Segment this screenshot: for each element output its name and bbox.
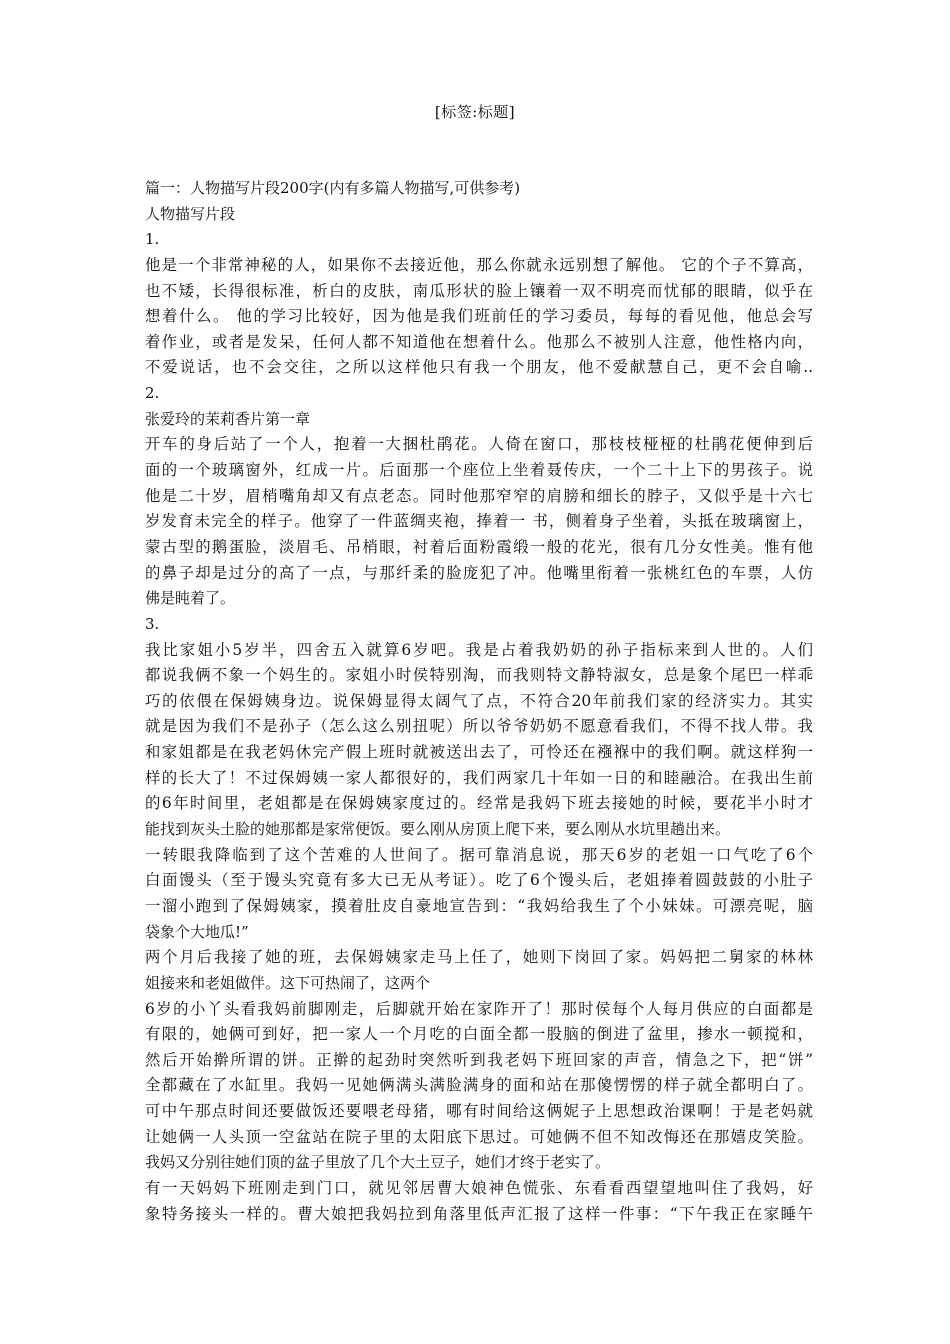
text-line: 开车的身后站了一个人，抱着一大捆杜鹃花。人倚在窗口，那枝枝桠桠的杜鹃花便伸到后 xyxy=(145,435,813,454)
text-line: 一转眼我降临到了这个苦难的人世间了。据可靠消息说，那天6岁的老姐一口气吃了6个 xyxy=(145,845,813,864)
text-line: 两个月后我接了她的班，去保姆姨家走马上任了，她则下岗回了家。妈妈把二舅家的林林 xyxy=(145,948,813,967)
text-line: 然后开始擀所谓的饼。正擀的起劲时突然听到我老妈下班回家的声音，情急之下，把“饼” xyxy=(145,1050,813,1069)
document-body xyxy=(145,176,813,1227)
text-line: 想着什么。 他的学习比较好，因为他是我们班前任的学习委员，每每的看见他，他总会写 xyxy=(145,307,813,326)
text-line: 也不矮，长得很标准，析白的皮肤，南瓜形状的脸上镶着一双不明亮而忧郁的眼睛，似乎在 xyxy=(145,281,813,300)
text-line: 着作业，或者是发呆，任何人都不知道他在想着什么。他那么不被别人注意，他性格内向， xyxy=(145,332,813,351)
text-line: 的6年时间里，老姐都是在保姆姨家度过的。经常是我妈下班去接她的时候，要花半小时才 xyxy=(145,794,813,813)
text-line: 1. xyxy=(145,230,160,249)
text-line: 可中午那点时间还要做饭还要喂老母猪，哪有时间给这俩妮子上思想政治课啊！于是老妈就 xyxy=(145,1102,813,1121)
text-line: 面的一个玻璃窗外，红成一片。后面那一个座位上坐着聂传庆，一个二十上下的男孩子。说 xyxy=(145,461,813,480)
text-line: 我妈又分别往她们顶的盆子里放了几个大土豆子，她们才终于老实了。 xyxy=(145,1153,611,1172)
text-line: 岁发育未完全的样子。他穿了一件蓝绸夹袍，捧着一 书，侧着身子坐着，头抵在玻璃窗上， xyxy=(145,512,813,531)
text-line: 一溜小跑到了保姆姨家，摸着肚皮自豪地宣告到：“我妈给我生了个小妹妹。可漂亮呢，脑 xyxy=(145,896,813,915)
text-line: 样的长大了！不过保姆姨一家人都很好的，我们两家几十年如一日的和睦融洽。在我出生前 xyxy=(145,768,813,787)
text-line: 人物描写片段 xyxy=(145,204,236,223)
text-line: 巧的依偎在保姆姨身边。说保姆显得太阔气了点，不符合20年前我们家的经济实力。其实 xyxy=(145,691,813,710)
text-line: 蒙古型的鹅蛋脸，淡眉毛、吊梢眼，衬着后面粉霞缎一般的花光，很有几分女性美。惟有他 xyxy=(145,537,813,556)
text-line: 让她俩一人头顶一空盆站在院子里的太阳底下思过。可她俩不但不知改悔还在那嬉皮笑脸。 xyxy=(145,1127,813,1146)
text-line: 有一天妈妈下班刚走到门口，就见邻居曹大娘神色慌张、东看看西望望地叫住了我妈，好 xyxy=(145,1178,813,1197)
text-line: 佛是盹着了。 xyxy=(145,589,236,608)
text-line: 2. xyxy=(145,384,160,403)
text-line: 白面馒头（至于馒头究竟有多大已无从考证）。吃了6个馒头后，老姐捧着圆鼓鼓的小肚子 xyxy=(145,871,813,890)
text-line: 他是一个非常神秘的人，如果你不去接近他，那么你就永远别想了解他。 它的个子不算高， xyxy=(145,255,813,274)
text-line: 就是因为我们不是孙子（怎么这么别扭呢）所以爷爷奶奶不愿意看我们，不得不找人带。我 xyxy=(145,717,813,736)
text-line: 6岁的小丫头看我妈前脚刚走，后脚就开始在家阼开了！那时侯每个人每月供应的白面都是 xyxy=(145,999,813,1018)
text-line: 袋象个大地瓜!” xyxy=(145,922,249,941)
text-line: 都说我俩不象一个妈生的。家姐小时侯特别淘，而我则特文静特淑女，总是象个尾巴一样乖 xyxy=(145,666,813,685)
text-line: 张爱玲的茉莉香片第一章 xyxy=(145,409,311,428)
text-line: 全都藏在了水缸里。我妈一见她俩满头满脸满身的面和站在那傻愣愣的样子就全都明白了。 xyxy=(145,1076,813,1095)
text-line: 他是二十岁，眉梢嘴角却又有点老态。同时他那窄窄的肩膀和细长的脖子，又似乎是十六七 xyxy=(145,486,813,505)
text-line: 的鼻子却是过分的高了一点，与那纤柔的脸庞犯了冲。他嘴里衔着一张桃红色的车票，人仿 xyxy=(145,563,813,582)
text-line: 3. xyxy=(145,614,160,633)
text-line: 我比家姐小5岁半，四舍五入就算6岁吧。我是占着我奶奶的孙子指标来到人世的。人们 xyxy=(145,640,813,659)
text-line: 和家姐都是在我老妈休完产假上班时就被送出去了，可怜还在襁褓中的我们啊。就这样狗一 xyxy=(145,743,813,762)
text-line: 篇一：人物描写片段200字(内有多篇人物描写,可供参考) xyxy=(145,179,521,197)
text-line: 姐接来和老姐做伴。这下可热闹了，这两个 xyxy=(145,973,431,992)
text-line: 能找到灰头土脸的她那都是家常便饭。要么刚从房顶上爬下来，要么刚从水坑里趟出来。 xyxy=(145,820,731,839)
text-line: 不爱说话，也不会交往，之所以这样他只有我一个朋友，他不爱献慧自己，更不会自喻.. xyxy=(145,358,813,377)
text-line: 象特务接头一样的。曹大娘把我妈拉到角落里低声汇报了这样一件事：“下午我正在家睡午 xyxy=(145,1204,813,1223)
document-title: [标签:标题] xyxy=(434,103,516,121)
text-line: 有限的，她俩可到好，把一家人一个月吃的白面全都一股脑的倒进了盆里，掺水一顿搅和， xyxy=(145,1025,813,1044)
